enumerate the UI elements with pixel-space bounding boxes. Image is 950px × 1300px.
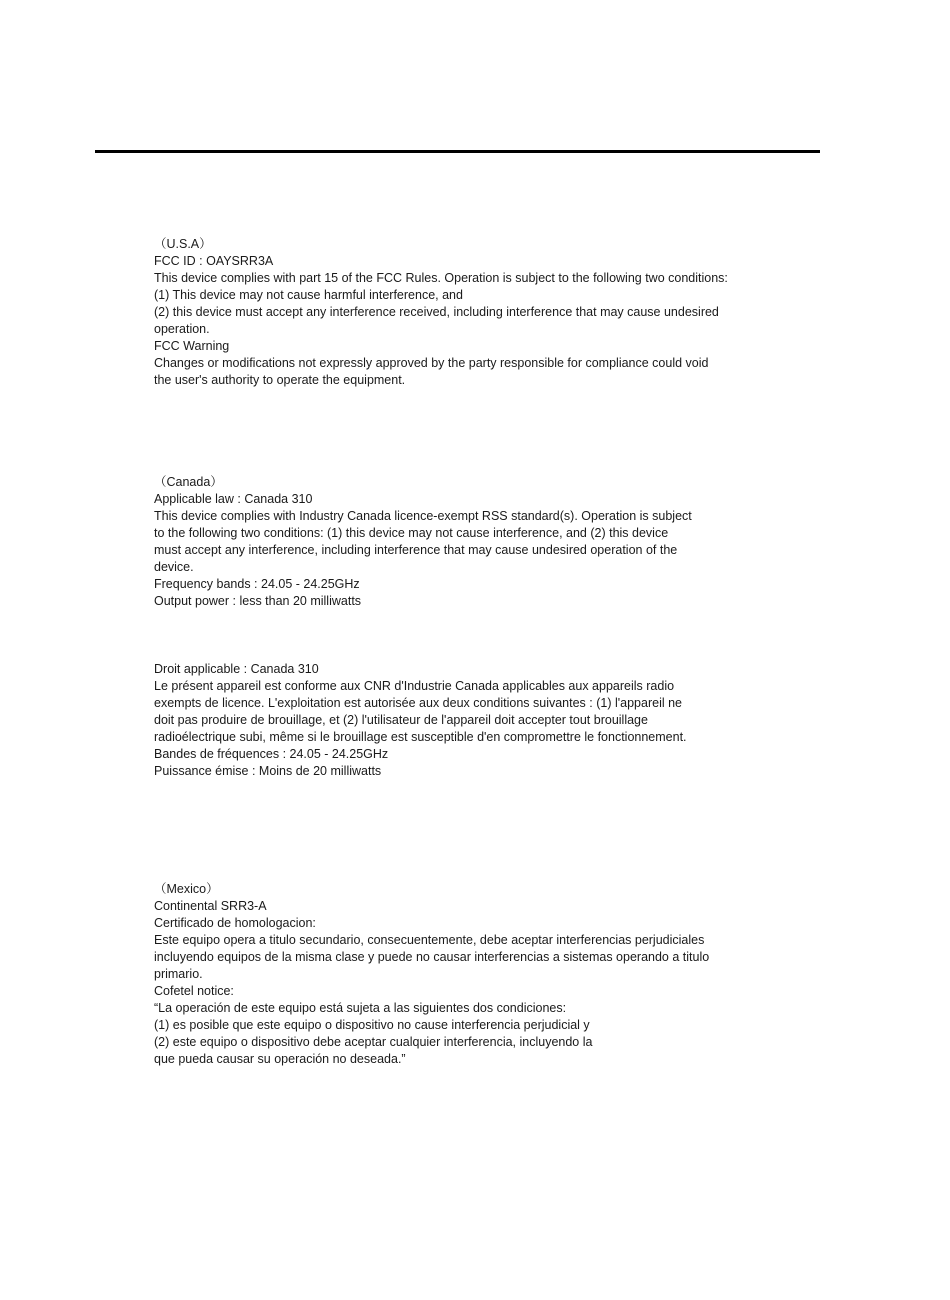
canada-french-section — [154, 661, 794, 780]
usa-heading: （U.S.A） — [154, 237, 212, 251]
canada-fr-text-line: radioélectrique subi, même si le brouillage est susceptible d'en compromettre le fonctionnement. — [154, 730, 687, 744]
mexico-text-line: (1) es posible que este equipo o dispositivo no cause interferencia perjudicial y — [154, 1018, 590, 1032]
mexico-text-line: primario. — [154, 967, 203, 981]
header-rule — [95, 150, 820, 153]
usa-text-line: the user's authority to operate the equipment. — [154, 373, 406, 387]
usa-text-line: (1) This device may not cause harmful interference, and — [154, 288, 463, 302]
canada-text-line: This device complies with Industry Canada licence-exempt RSS standard(s). Operation is subject — [154, 509, 692, 523]
canada-fr-droit-applicable: Droit applicable : Canada 310 — [154, 662, 319, 676]
mexico-text-line: que pueda causar su operación no deseada.” — [154, 1052, 406, 1066]
canada-frequency-bands: Frequency bands : 24.05 - 24.25GHz — [154, 577, 360, 591]
canada-heading: （Canada） — [154, 475, 223, 489]
canada-text-line: to the following two conditions: (1) this device may not cause interference, and (2) this device — [154, 526, 669, 540]
canada-text-line: device. — [154, 560, 194, 574]
mexico-text-line: incluyendo equipos de la misma clase y puede no causar interferencias a sistemas operando a titulo — [154, 950, 710, 964]
mexico-text-line: (2) este equipo o dispositivo debe aceptar cualquier interferencia, incluyendo la — [154, 1035, 593, 1049]
mexico-model: Continental SRR3-A — [154, 899, 267, 913]
usa-text-line: Changes or modifications not expressly approved by the party responsible for compliance could void — [154, 356, 709, 370]
canada-applicable-law: Applicable law : Canada 310 — [154, 492, 313, 506]
usa-compliance-section — [154, 236, 794, 389]
canada-output-power: Output power : less than 20 milliwatts — [154, 594, 362, 608]
mexico-certificado-label: Certificado de homologacion: — [154, 916, 316, 930]
canada-text-line: must accept any interference, including interference that may cause undesired operation of the — [154, 543, 678, 557]
canada-fr-text-line: exempts de licence. L'exploitation est autorisée aux deux conditions suivantes : (1) l'appareil ne — [154, 696, 682, 710]
canada-fr-puissance-emise: Puissance émise : Moins de 20 milliwatts — [154, 764, 382, 778]
canada-fr-text-line: Le présent appareil est conforme aux CNR d'Industrie Canada applicables aux appareils radio — [154, 679, 675, 693]
canada-english-section — [154, 474, 794, 610]
mexico-section — [154, 881, 794, 1068]
mexico-cofetel-notice-label: Cofetel notice: — [154, 984, 234, 998]
canada-fr-bandes-frequences: Bandes de fréquences : 24.05 - 24.25GHz — [154, 747, 389, 761]
mexico-text-line: “La operación de este equipo está sujeta a las siguientes dos condiciones: — [154, 1001, 567, 1015]
usa-text-line: This device complies with part 15 of the FCC Rules. Operation is subject to the following two conditions: — [154, 271, 728, 285]
mexico-heading: （Mexico） — [154, 882, 219, 896]
usa-text-line: (2) this device must accept any interference received, including interference that may cause undesired — [154, 305, 719, 319]
canada-fr-text-line: doit pas produire de brouillage, et (2) l'utilisateur de l'appareil doit accepter tout brouillage — [154, 713, 648, 727]
usa-fcc-id: FCC ID : OAYSRR3A — [154, 254, 274, 268]
usa-text-line: operation. — [154, 322, 210, 336]
mexico-text-line: Este equipo opera a titulo secundario, consecuentemente, debe aceptar interferencias perjudiciales — [154, 933, 705, 947]
usa-fcc-warning-heading: FCC Warning — [154, 339, 230, 353]
